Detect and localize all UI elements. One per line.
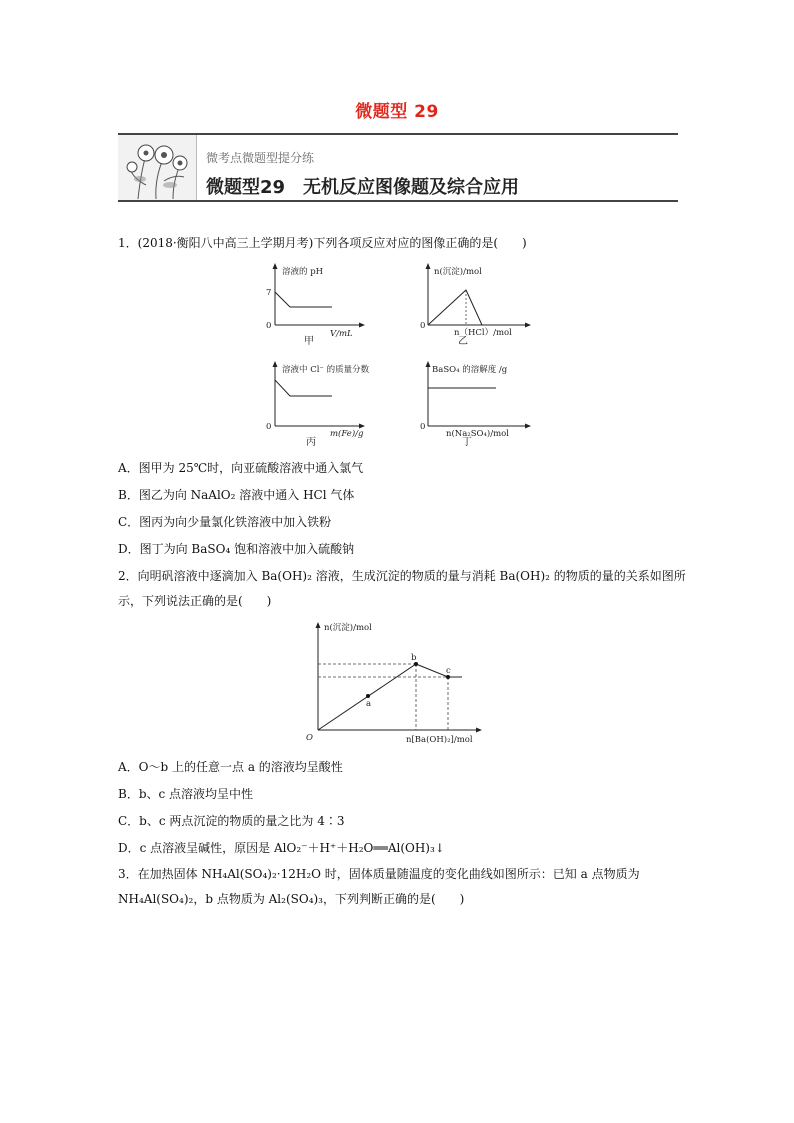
- q1-option-a[interactable]: A．图甲为 25℃时，向亚硫酸溶液中通入氯气: [118, 461, 364, 475]
- graph-jia: [260, 260, 370, 345]
- graph-bing-xlabel: m(Fe)/g: [330, 429, 364, 439]
- banner-subtitle: 微考点微题型提分练: [206, 151, 315, 165]
- graph-q2-origin: O: [306, 733, 313, 743]
- graph-q2: [302, 618, 492, 748]
- graph-ding: [418, 358, 548, 448]
- graph-q2-xlabel: n[Ba(OH)₂]/mol: [406, 735, 473, 745]
- q1-option-b[interactable]: B．图乙为向 NaAlO₂ 溶液中通入 HCl 气体: [118, 488, 355, 502]
- graph-jia-caption: 甲: [304, 336, 314, 345]
- graph-q2-ylabel: n(沉淀)/mol: [324, 623, 372, 633]
- graph-jia-xlabel: V/mL: [330, 329, 353, 339]
- graph-yi: [418, 260, 538, 345]
- graph-yi-ylabel: n(沉淀)/mol: [434, 267, 482, 277]
- point-b-label: b: [411, 653, 417, 663]
- graph-ding-ylabel: BaSO₄ 的溶解度 /g: [432, 365, 508, 375]
- q2-option-c[interactable]: C．b、c 两点沉淀的物质的量之比为 4∶3: [118, 814, 345, 828]
- graph-ding-xlabel: n(Na₂SO₄)/mol: [446, 429, 509, 439]
- graph-ding-origin: 0: [420, 422, 426, 432]
- graph-yi-caption: 乙: [458, 336, 468, 345]
- q2-option-b[interactable]: B．b、c 点溶液均呈中性: [118, 787, 254, 801]
- graph-bing-origin: 0: [266, 422, 272, 432]
- graph-yi-xlabel: n（HCl）/mol: [454, 328, 512, 338]
- q2-option-a[interactable]: A．O～b 上的任意一点 a 的溶液均呈酸性: [118, 760, 343, 774]
- flower-illustration-icon: [118, 135, 197, 200]
- question-1-text: 1．(2018·衡阳八中高三上学期月考)下列各项反应对应的图像正确的是( ): [118, 236, 527, 250]
- q2-option-d[interactable]: D．c 点溶液呈碱性，原因是 AlO₂⁻＋H⁺＋H₂O══Al(OH)₃↓: [118, 841, 445, 855]
- graph-bing-ylabel: 溶液中 Cl⁻ 的质量分数: [282, 365, 370, 375]
- graph-bing: [260, 358, 400, 448]
- banner-title: 微题型29 无机反应图像题及综合应用: [206, 177, 520, 198]
- question-3-text: 3．在加热固体 NH₄Al(SO₄)₂·12H₂O 时，固体质量随温度的变化曲线如图所示：已知 a 点物质为 NH₄Al(SO₄)₂，b 点物质为 Al₂(SO₄)₃，下列判断正确的是( ): [118, 867, 640, 906]
- point-a: [366, 694, 370, 698]
- graph-bing-caption: 丙: [306, 437, 316, 448]
- point-a-label: a: [366, 699, 372, 709]
- point-c-label: c: [446, 666, 451, 676]
- graph-yi-origin: 0: [420, 321, 426, 331]
- banner-bottom-rule: [118, 200, 678, 202]
- q1-option-d[interactable]: D．图丁为向 BaSO₄ 饱和溶液中加入硫酸钠: [118, 542, 355, 556]
- q1-option-c[interactable]: C．图丙为向少量氯化铁溶液中加入铁粉: [118, 515, 332, 529]
- question-2-text: 2．向明矾溶液中逐滴加入 Ba(OH)₂ 溶液，生成沉淀的物质的量与消耗 Ba(OH)₂ 的物质的量的关系如图所示，下列说法正确的是( ): [118, 569, 686, 608]
- graph-jia-tick: 7: [266, 288, 272, 298]
- page-title: 微题型 29: [355, 102, 439, 122]
- graph-jia-ylabel: 溶液的 pH: [282, 267, 324, 277]
- graph-jia-origin: 0: [266, 321, 272, 331]
- banner-top-rule: [118, 133, 678, 135]
- graph-ding-caption: 丁: [462, 437, 472, 448]
